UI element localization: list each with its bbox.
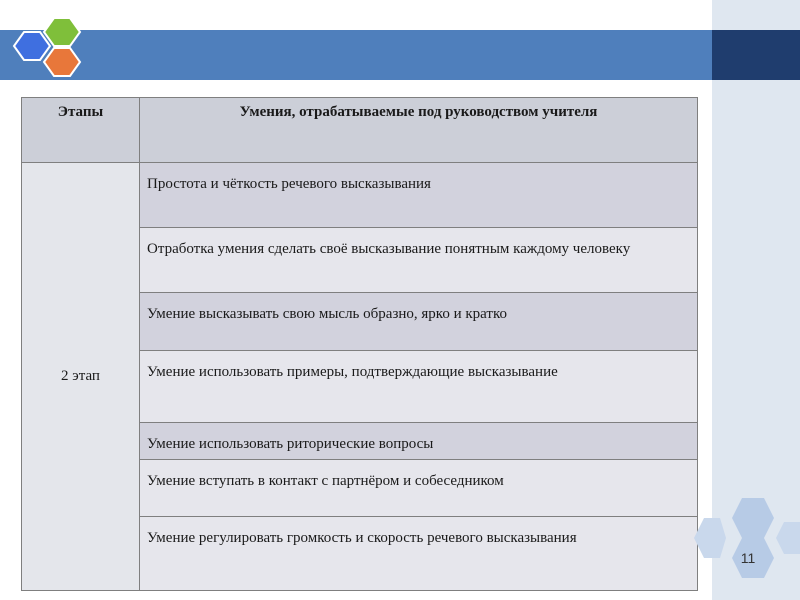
stage-cell: 2 этап <box>22 163 140 591</box>
table-row-cell: Умение регулировать громкость и скорость речевого высказывания <box>140 517 698 591</box>
hexagon-green-icon <box>44 18 80 46</box>
skills-table <box>21 97 698 591</box>
header-bar-accent <box>712 30 800 80</box>
table-row-cell: Простота и чёткость речевого высказывания <box>140 163 698 228</box>
table-row-cell: Умение использовать примеры, подтверждающие высказывание <box>140 351 698 423</box>
table-row-cell: Умение использовать риторические вопросы <box>140 423 698 460</box>
table-row-cell: Отработка умения сделать своё высказывание понятным каждому человеку <box>140 228 698 293</box>
table-header-row <box>22 98 698 163</box>
hexagon-blue-icon <box>14 32 50 60</box>
page-number: 11 <box>740 550 756 566</box>
hexagon-light-icon <box>776 522 800 554</box>
hexagon-logo <box>0 18 100 98</box>
header-skills: Умения, отрабатываемые под руководством учителя <box>140 98 698 163</box>
table-row <box>22 163 698 228</box>
header-stages: Этапы <box>22 98 140 163</box>
header-bar <box>0 30 800 80</box>
hexagon-orange-icon <box>44 48 80 76</box>
table-row-cell: Умение высказывать свою мысль образно, ярко и кратко <box>140 293 698 351</box>
hexagon-decoration <box>690 490 800 600</box>
hexagon-light-icon <box>732 498 774 538</box>
table-row-cell: Умение вступать в контакт с партнёром и собеседником <box>140 460 698 517</box>
hexagon-light-icon <box>694 518 726 558</box>
